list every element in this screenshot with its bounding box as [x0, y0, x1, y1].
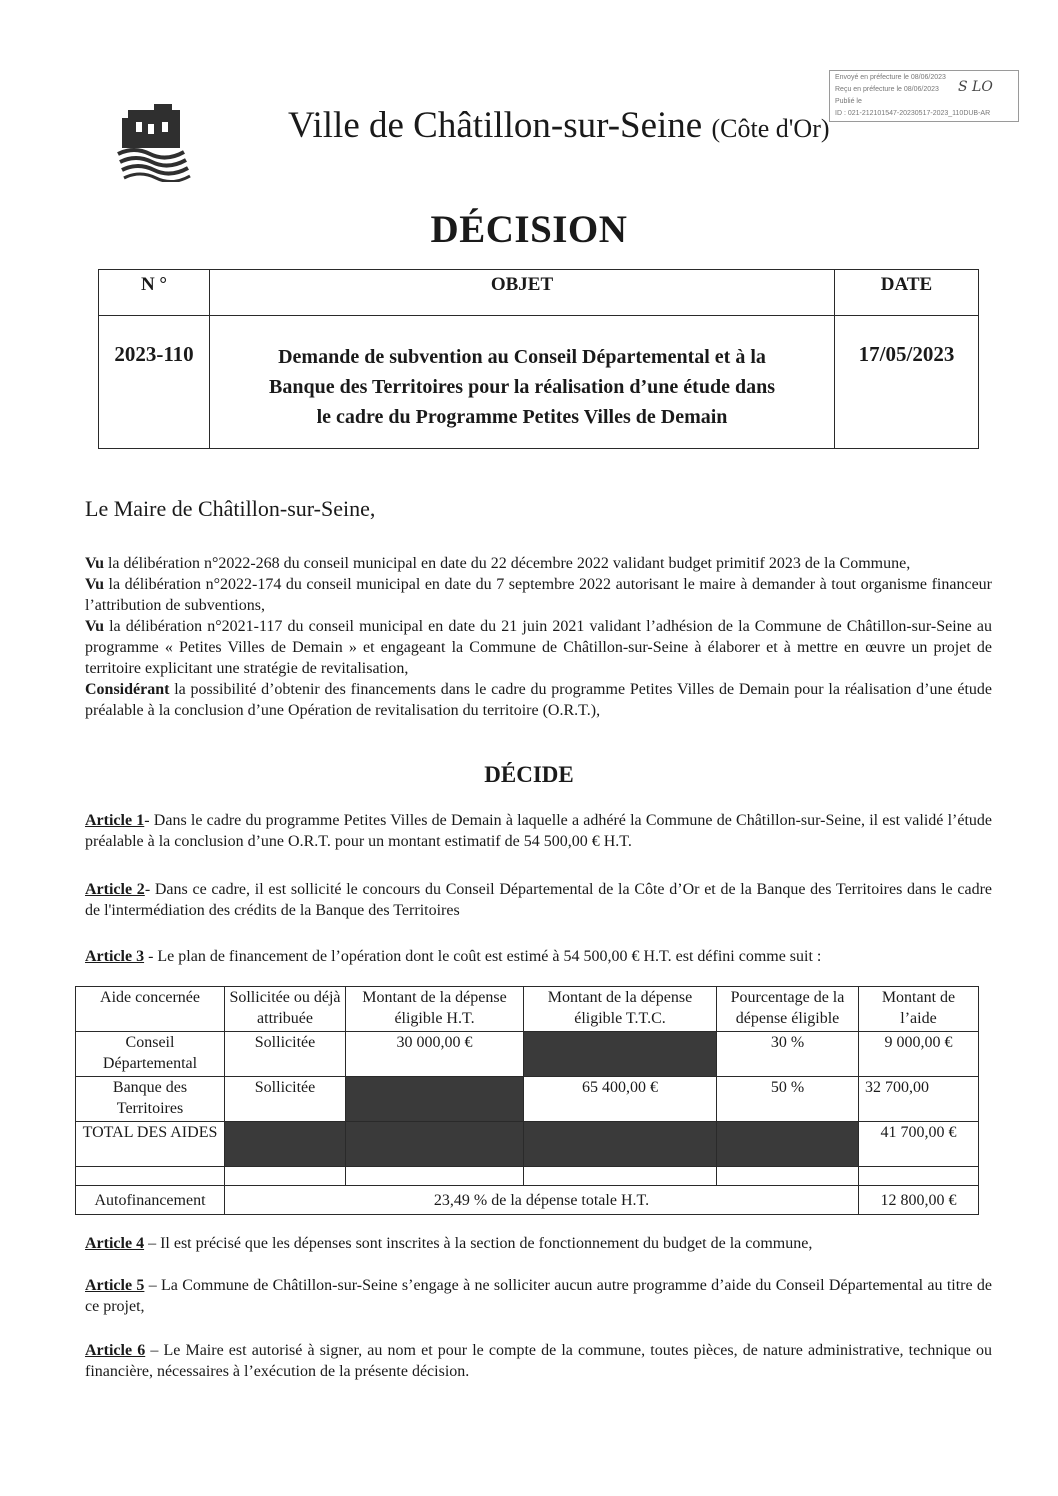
considerations [85, 553, 992, 721]
fin-header: Montant de l’aide [859, 987, 979, 1032]
financing-table [75, 986, 979, 1215]
page-title: DÉCISION [430, 208, 628, 251]
intro-line: Le Maire de Châtillon-sur-Seine, [85, 496, 376, 521]
consideration-item: Considérant la possibilité d’obtenir des financements dans le cadre du programme Petites Villes de Demain pour la réalisation d’une étude préalable à la conclusion d’une Opération de revitalisation du territoire (O.R.T.), [85, 681, 992, 719]
decide-heading: DÉCIDE [484, 762, 574, 787]
fin-cell-statut: Sollicitée [225, 1077, 346, 1122]
fin-header: Aide concernée [76, 987, 225, 1032]
city-title [288, 104, 830, 147]
decision-date: 17/05/2023 [835, 316, 979, 449]
fin-cell-pct: 50 % [717, 1077, 859, 1122]
header-number: N ° [99, 270, 210, 316]
fin-cell-aide: Banque des Territoires [76, 1077, 225, 1122]
stamp-line: Publié le [835, 98, 862, 105]
stamp-signature: S LO [958, 79, 993, 95]
fin-header: Montant de la dépense éligible H.T. [346, 987, 524, 1032]
object-line: Demande de subvention au Conseil Départemental et à la [278, 346, 766, 368]
fin-cell-redacted [225, 1122, 346, 1167]
fin-cell-redacted [717, 1122, 859, 1167]
fin-empty-cell [346, 1167, 524, 1186]
fin-empty-cell [524, 1167, 717, 1186]
city-name: Ville de Châtillon-sur-Seine [288, 105, 703, 146]
fin-total-label: TOTAL DES AIDES [76, 1122, 225, 1167]
city-logo-icon [114, 104, 194, 182]
fin-autofinancement-montant: 12 800,00 € [859, 1186, 979, 1215]
decision-object [210, 316, 835, 449]
fin-cell-ttc: 65 400,00 € [524, 1077, 717, 1122]
department-name: (Côte d'Or) [711, 114, 830, 143]
article-6: Article 6 – Le Maire est autorisé à signer, au nom et pour le compte de la commune, toutes pièces, de nature administrative, technique ou financière, nécessaires à l’exécution de la présente décision. [85, 1342, 993, 1380]
object-line: Banque des Territoires pour la réalisation d’une étude dans [269, 376, 775, 398]
prefecture-stamp [829, 70, 1019, 122]
fin-cell-montant: 32 700,00 [859, 1077, 979, 1122]
consideration-item: Vu la délibération n°2021-117 du conseil municipal en date du 21 juin 2021 validant l’adhésion de la Commune de Châtillon-sur-Seine au programme « Petites Villes de Demain » et engageant la Commune de Châtillon-sur-Seine à élaborer et à mettre en œuvre un projet de territoire explicitant une stratégie de revitalisation, [85, 618, 992, 677]
fin-total-montant: 41 700,00 € [859, 1122, 979, 1167]
article-2: Article 2- Dans ce cadre, il est sollicité le concours du Conseil Départemental de la Côte d’Or et de la Banque des Territoires dans le cadre de l'intermédiation des crédits de la Banque des Territoires [85, 881, 993, 919]
fin-autofinancement-description: 23,49 % de la dépense totale H.T. [225, 1186, 859, 1215]
fin-autofinancement-label: Autofinancement [76, 1186, 225, 1215]
fin-cell-statut: Sollicitée [225, 1032, 346, 1077]
decision-number: 2023-110 [99, 316, 210, 449]
fin-header: Montant de la dépense éligible T.T.C. [524, 987, 717, 1032]
object-line: le cadre du Programme Petites Villes de Demain [316, 406, 728, 428]
stamp-line: Envoyé en préfecture le 08/06/2023 [835, 74, 946, 81]
article-3: Article 3 - Le plan de financement de l’opération dont le coût est estimé à 54 500,00 € H.T. est défini comme suit : [85, 948, 822, 965]
consideration-item: Vu la délibération n°2022-268 du conseil municipal en date du 22 décembre 2022 validant budget primitif 2023 de la Commune, [85, 555, 911, 572]
fin-header: Sollicitée ou déjà attribuée [225, 987, 346, 1032]
stamp-line: Reçu en préfecture le 08/06/2023 [835, 86, 939, 93]
fin-empty-cell [76, 1167, 225, 1186]
consideration-item: Vu la délibération n°2022-174 du conseil municipal en date du 7 septembre 2022 autorisant le maire à demander à tout organisme financeur l’attribution de subventions, [85, 576, 992, 614]
article-5: Article 5 – La Commune de Châtillon-sur-Seine s’engage à ne solliciter aucun autre programme d’aide du Conseil Départemental au titre de ce projet, [85, 1277, 993, 1315]
fin-cell-pct: 30 % [717, 1032, 859, 1077]
decision-table [98, 269, 979, 449]
fin-cell-redacted [346, 1077, 524, 1122]
fin-header: Pourcentage de la dépense éligible [717, 987, 859, 1032]
header-date: DATE [835, 270, 979, 316]
fin-cell-redacted [524, 1122, 717, 1167]
fin-empty-cell [859, 1167, 979, 1186]
article-1: Article 1- Dans le cadre du programme Petites Villes de Demain à laquelle a adhéré la Commune de Châtillon-sur-Seine, il est validé l’étude préalable à la conclusion d’une O.R.T. pour un montant estimatif de 54 500,00 € H.T. [85, 812, 993, 850]
article-4: Article 4 – Il est précisé que les dépenses sont inscrites à la section de fonctionnement du budget de la commune, [85, 1235, 813, 1252]
fin-cell-redacted [346, 1122, 524, 1167]
fin-empty-cell [717, 1167, 859, 1186]
stamp-line: ID : 021-212101547-20230517-2023_110DUB-AR [835, 110, 991, 117]
fin-cell-montant: 9 000,00 € [859, 1032, 979, 1077]
fin-cell-ht: 30 000,00 € [346, 1032, 524, 1077]
fin-cell-aide: Conseil Départemental [76, 1032, 225, 1077]
fin-empty-cell [225, 1167, 346, 1186]
header-object: OBJET [210, 270, 835, 316]
fin-cell-redacted [524, 1032, 717, 1077]
